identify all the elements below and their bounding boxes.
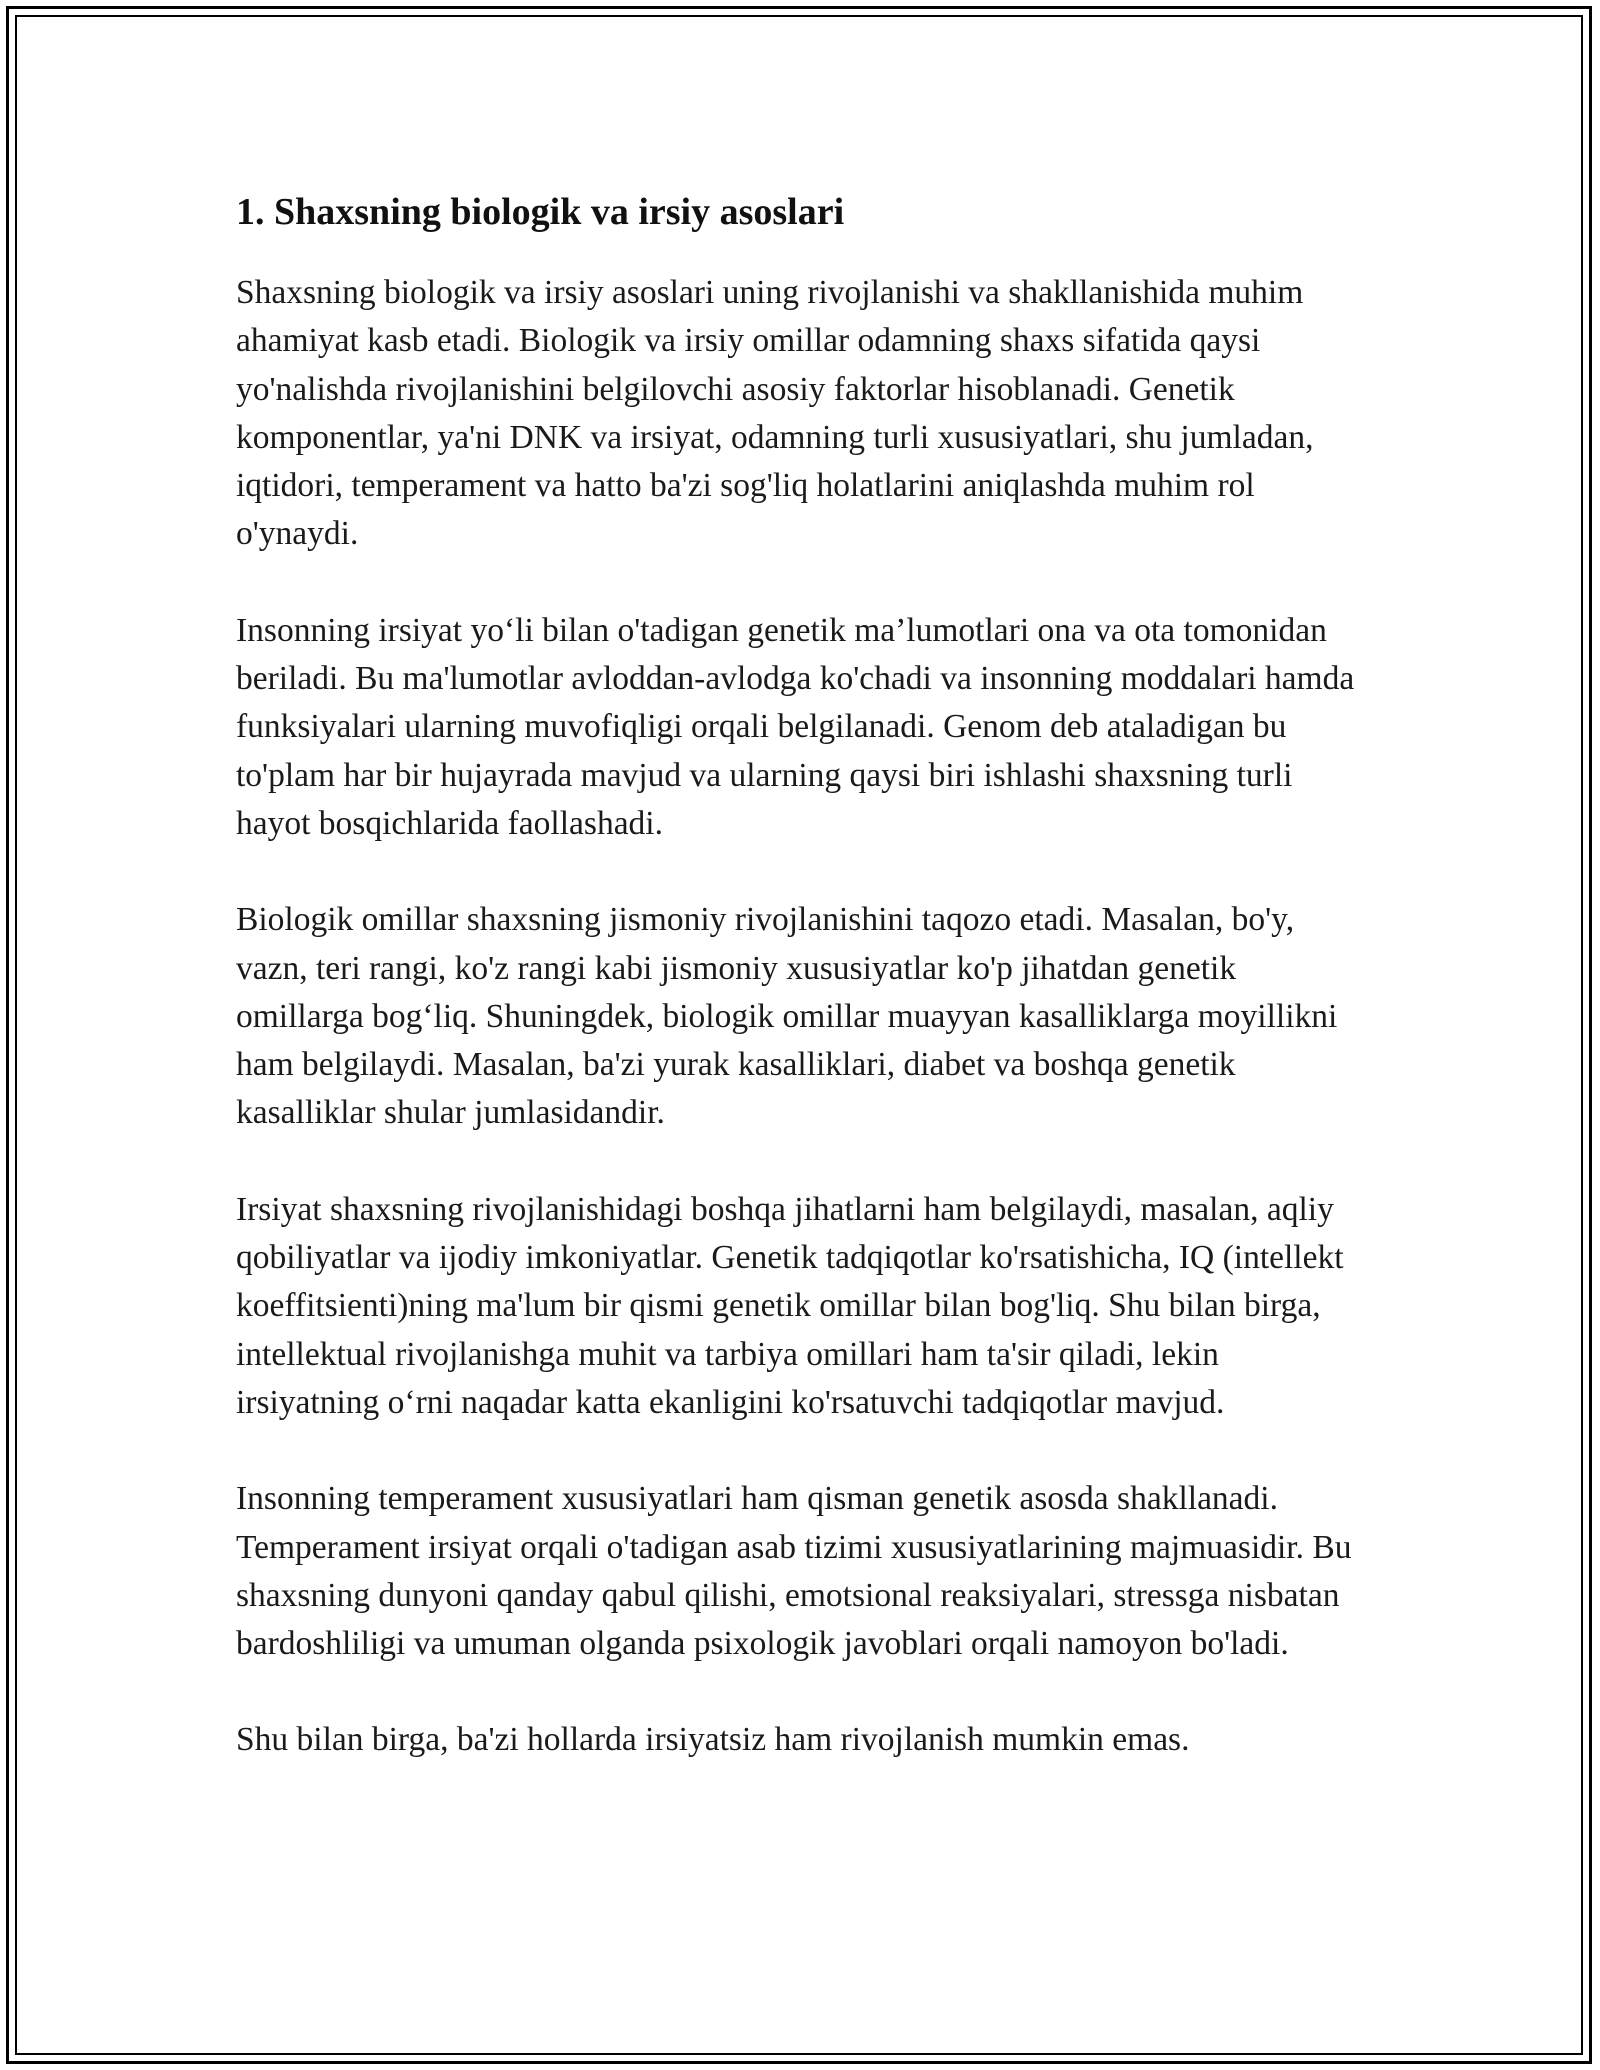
paragraph-3: Biologik omillar shaxsning jismoniy rivojlanishini taqozo etadi. Masalan, bo'y, vazn, teri rangi, ko'z rangi kabi jismoniy xususiyatlar ko'p jihatdan genetik omillarga bog‘liq. Shuningdek, biologik omillar muayyan kasalliklarga moyillikni ham belgilaydi. Masalan, ba'zi yurak kasalliklari, diabet va boshqa genetik kasalliklar shular jumlasidandir.: [236, 901, 1338, 1132]
paragraph-1: Shaxsning biologik va irsiy asoslari uning rivojlanishi va shakllanishida muhim ahamiyat kasb etadi. Biologik va irsiy omillar odamning shaxs sifatida qaysi yo'nalishda rivojlanishini belgilovchi asosiy faktorlar hisoblanadi. Genetik komponentlar, ya'ni DNK va irsiyat, odamning turli xususiyatlari, shu jumladan, iqtidori, temperament va hatto ba'zi sog'liq holatlarini aniqlashda muhim rol o'ynaydi.: [236, 274, 1314, 553]
paragraph-2: Insonning irsiyat yo‘li bilan o'tadigan genetik ma’lumotlari ona va ota tomonidan beriladi. Bu ma'lumotlar avloddan-avlodga ko'chadi va insonning moddalari hamda funksiyalari ularning muvofiqligi orqali belgilanadi. Genom deb ataladigan bu to'plam har bir hujayrada mavjud va ularning qaysi biri ishlashi shaxsning turli hayot bosqichlarida faollashadi.: [236, 611, 1355, 842]
section-title: 1. Shaxsning biologik va irsiy asoslari: [236, 191, 845, 233]
paragraph-4: Irsiyat shaxsning rivojlanishidagi boshqa jihatlarni ham belgilaydi, masalan, aqliy qobiliyatlar va ijodiy imkoniyatlar. Genetik tadqiqotlar ko'rsatishicha, IQ (intellekt koeffitsienti)ning ma'lum bir qismi genetik omillar bilan bog'liq. Shu bilan birga, intellektual rivojlanishga muhit va tarbiya omillari ham ta'sir qiladi, lekin irsiyatning o‘rni naqadar katta ekanligini ko'rsatuvchi tadqiqotlar mavjud.: [236, 1190, 1344, 1421]
paragraph-6: Shu bilan birga, ba'zi hollarda irsiyatsiz ham rivojlanish mumkin emas.: [236, 1721, 1190, 1759]
document-body: [236, 185, 1366, 1813]
paragraph-5: Insonning temperament xususiyatlari ham qisman genetik asosda shakllanadi. Temperament irsiyat orqali o'tadigan asab tizimi xususiyatlarining majmuasidir. Bu shaxsning dunyoni qanday qabul qilishi, emotsional reaksiyalari, stressga nisbatan bardoshliligi va umuman olganda psixologik javoblari orqali namoyon bo'ladi.: [236, 1480, 1352, 1663]
